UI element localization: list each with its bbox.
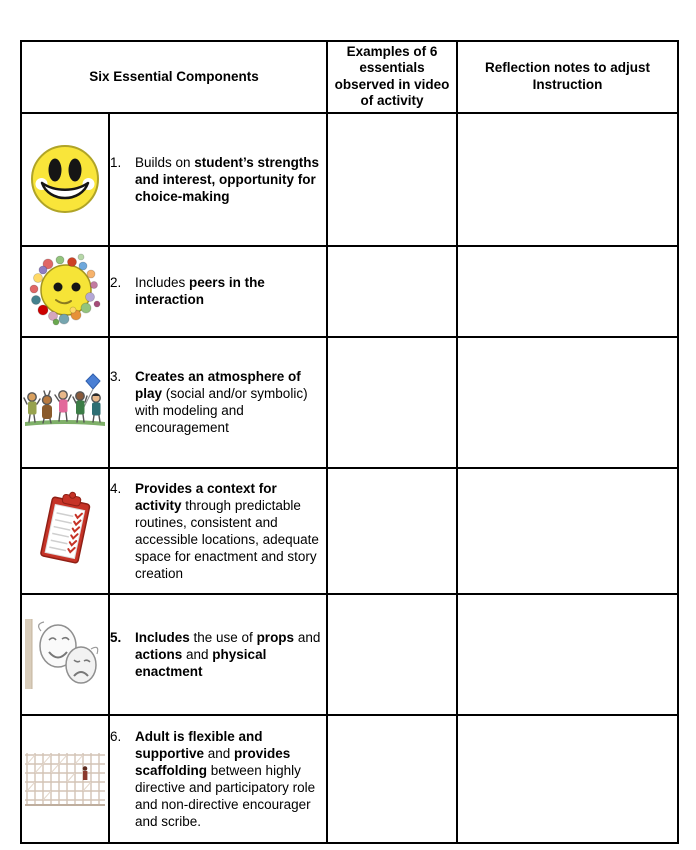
table-row-4 — [21, 468, 678, 594]
six-essentials-table — [20, 40, 679, 844]
item-text: Builds on student’s strengths and interest, opportunity for choice-making — [135, 154, 320, 204]
row3-component-cell — [109, 337, 327, 468]
item-number: 1. — [110, 154, 122, 170]
row2-component-cell — [109, 246, 327, 337]
row1-reflection-cell — [457, 113, 678, 246]
smiley-face-icon — [22, 143, 108, 215]
row1-component-cell — [109, 113, 327, 246]
row6-icon-cell — [21, 715, 109, 843]
row4-reflection-cell — [457, 468, 678, 594]
item-number: 3. — [110, 369, 122, 385]
item-text: Adult is flexible and supportive and provides scaffolding between highly directive and participatory role and non-directive encourager and scribe. — [135, 728, 316, 829]
row1-icon-cell — [21, 113, 109, 246]
row6-examples-cell — [327, 715, 457, 843]
row5-icon-cell — [21, 594, 109, 715]
table-row-5 — [21, 594, 678, 715]
row6-component-cell — [109, 715, 327, 843]
row2-icon-cell — [21, 246, 109, 337]
row1-examples-cell — [327, 113, 457, 246]
header-six-essential-components: Six Essential Components — [21, 41, 327, 113]
peers-smiley-icon — [22, 252, 108, 330]
header-row — [21, 41, 678, 113]
children-playing-icon — [22, 371, 108, 433]
item-text: Includes the use of props and actions and physical enactment — [135, 629, 321, 679]
row6-reflection-cell — [457, 715, 678, 843]
row3-reflection-cell — [457, 337, 678, 468]
row4-component-cell — [109, 468, 327, 594]
row4-examples-cell — [327, 468, 457, 594]
header-reflection-notes: Reflection notes to adjust Instruction — [457, 41, 678, 113]
item-number: 5. — [110, 629, 122, 645]
row2-reflection-cell — [457, 246, 678, 337]
table-row-3 — [21, 337, 678, 468]
theater-masks-icon — [22, 619, 108, 689]
item-number: 2. — [110, 275, 122, 291]
clipboard-checklist-icon — [22, 489, 108, 573]
scaffolding-icon — [22, 750, 108, 808]
table-row-1 — [21, 113, 678, 246]
row5-reflection-cell — [457, 594, 678, 715]
item-text: Creates an atmosphere of play (social and/or symbolic) with modeling and encouragement — [135, 369, 308, 436]
row3-icon-cell — [21, 337, 109, 468]
row2-examples-cell — [327, 246, 457, 337]
row5-component-cell — [109, 594, 327, 715]
row5-examples-cell — [327, 594, 457, 715]
item-number: 4. — [110, 480, 122, 496]
table-row-6 — [21, 715, 678, 843]
row4-icon-cell — [21, 468, 109, 594]
item-number: 6. — [110, 728, 122, 744]
item-text: Provides a context for activity through predictable routines, consistent and accessible locations, adequate space for enactment and story creation — [135, 480, 319, 581]
table-row-2 — [21, 246, 678, 337]
item-text: Includes peers in the interaction — [135, 275, 265, 308]
header-examples-observed: Examples of 6 essentials observed in video of activity — [327, 41, 457, 113]
row3-examples-cell — [327, 337, 457, 468]
